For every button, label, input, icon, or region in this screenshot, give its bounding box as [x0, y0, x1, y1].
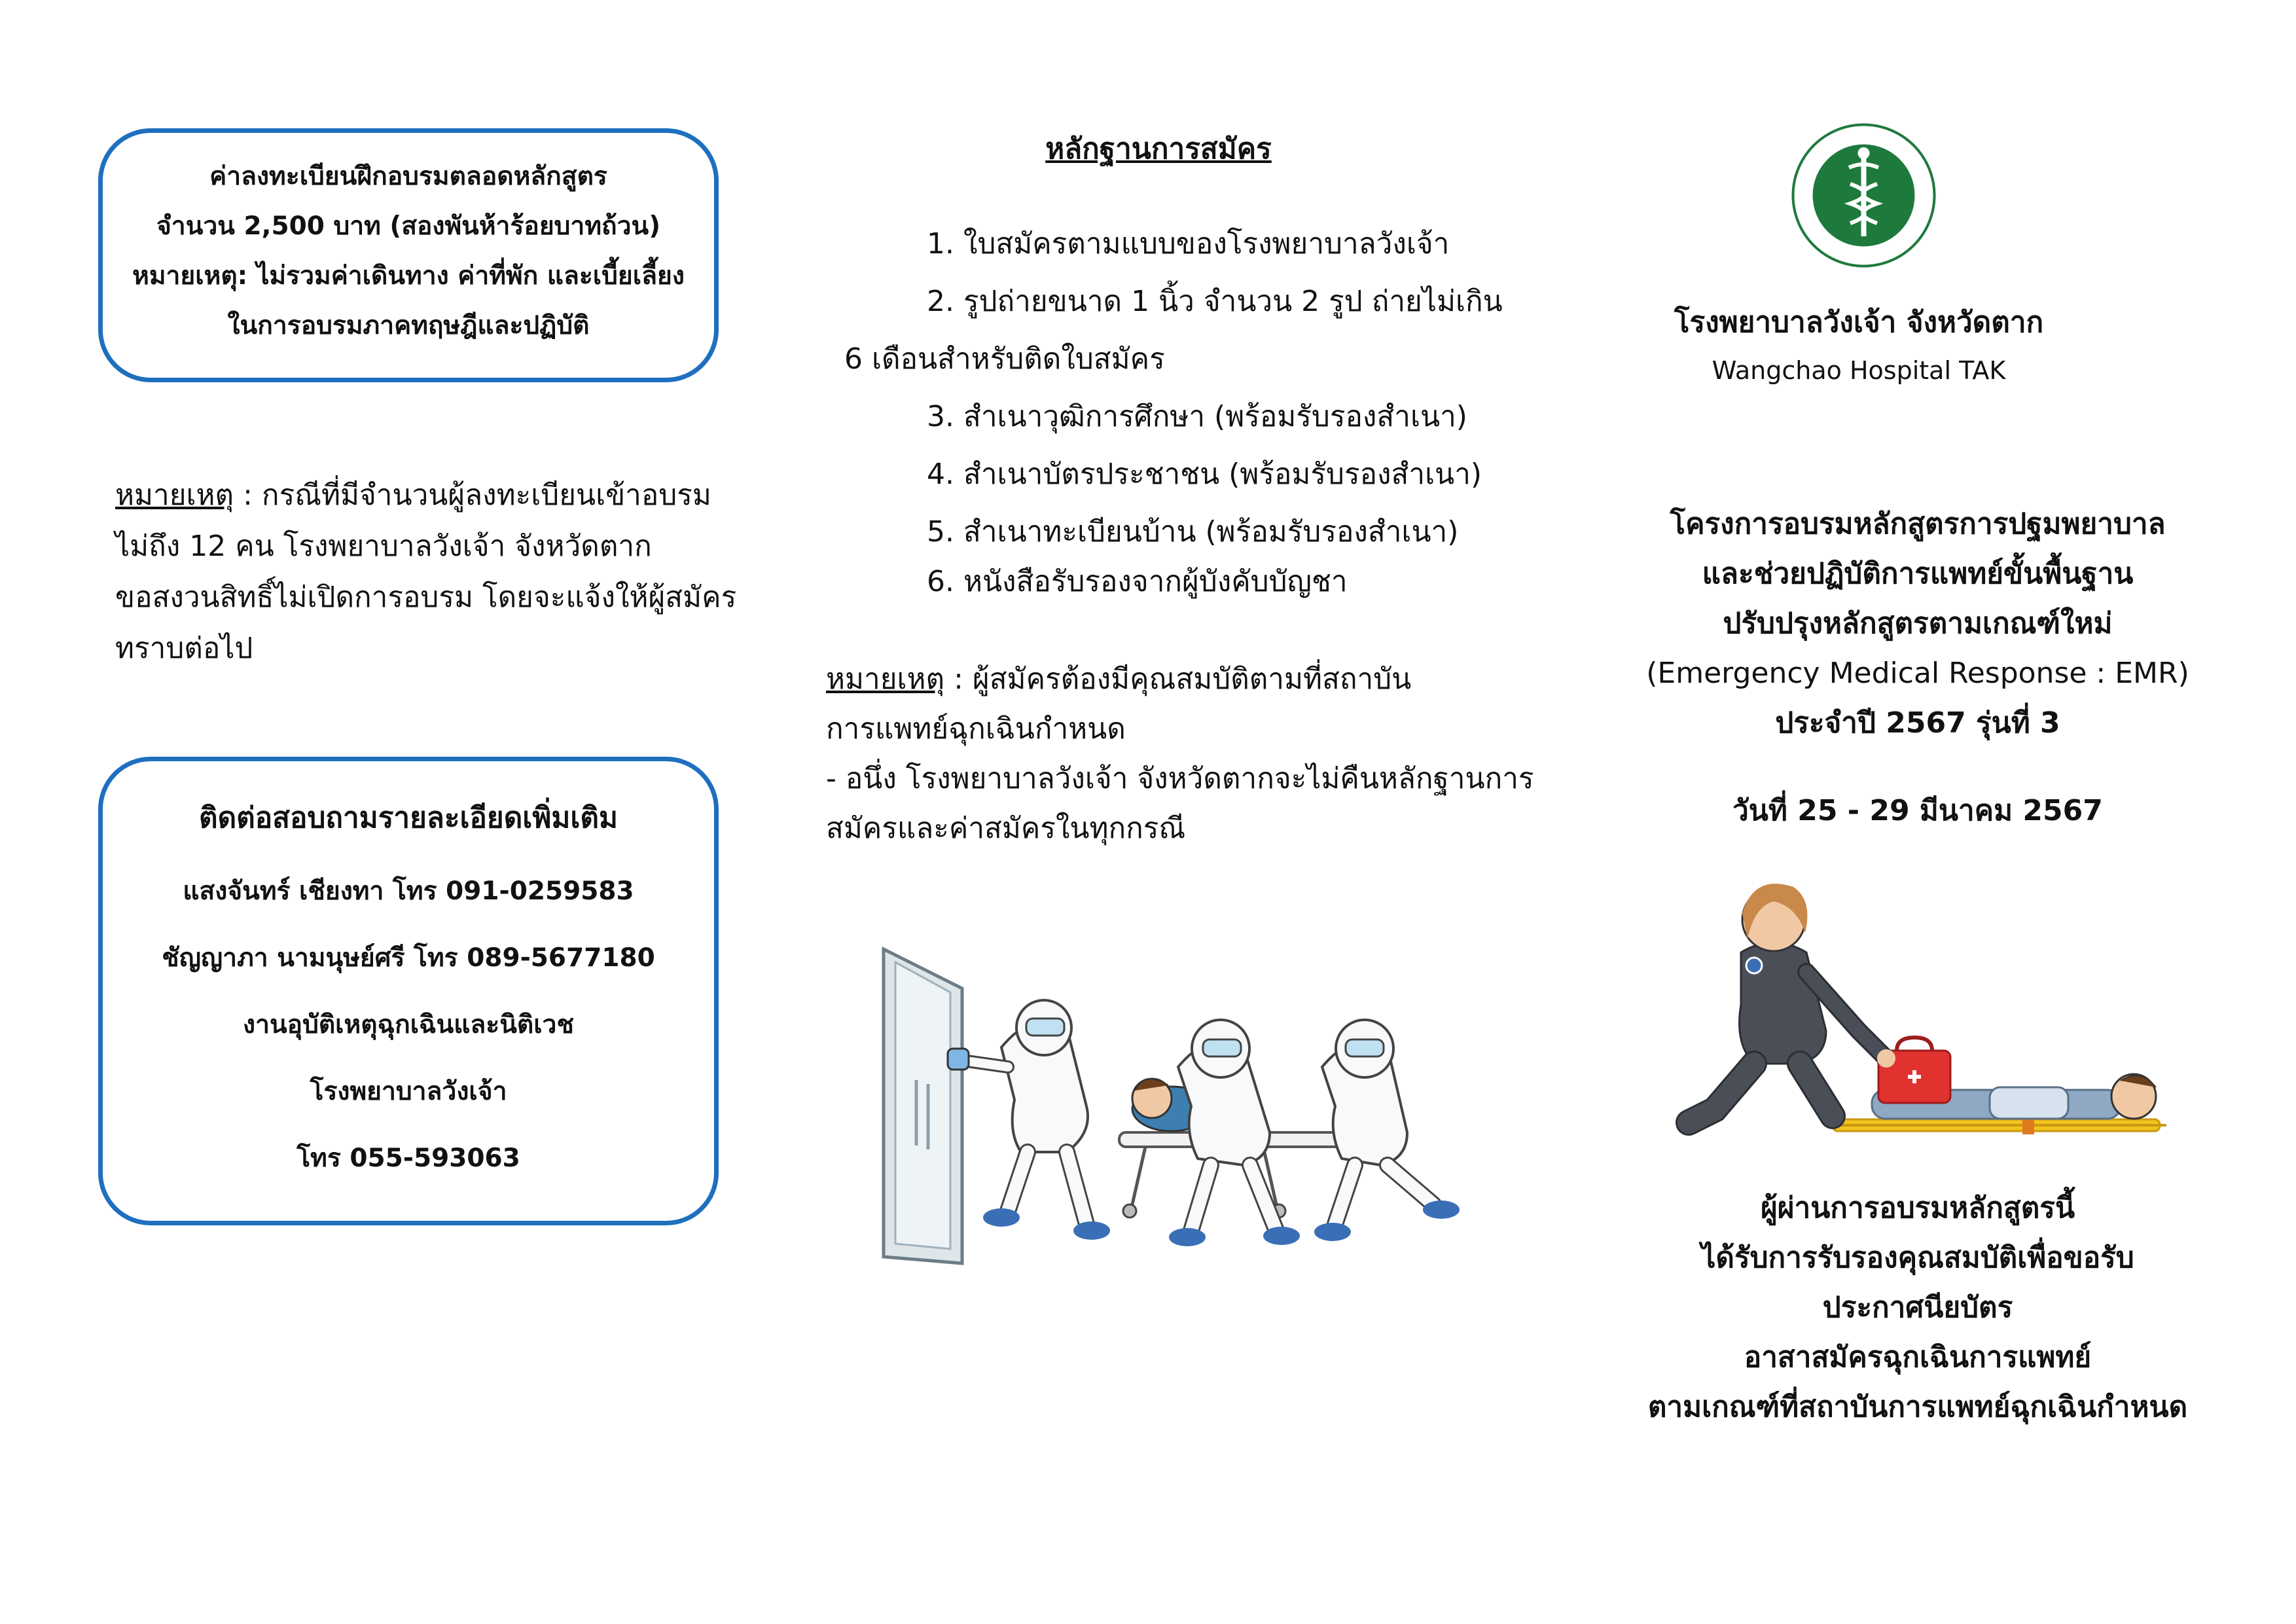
- first-aid-bag: [1878, 1038, 1950, 1103]
- contact-person-1: แสงจันทร์ เชียงทา โทร 091-0259583: [183, 876, 634, 906]
- yellow-stretcher: [1826, 1117, 2166, 1134]
- course-title-line: (Emergency Medical Response : EMR): [1646, 657, 2189, 690]
- note-line: ขอสงวนสิทธิ์ไม่เปิดการอบรม โดยจะแจ้งให้ผู้สมัคร: [115, 581, 737, 614]
- glass-door: [884, 949, 962, 1263]
- course-title: [1571, 499, 2265, 836]
- doc-item: 4. สำเนาบัตรประชาชน (พร้อมรับรองสำเนา): [927, 458, 1482, 491]
- note-line: ไม่ถึง 12 คน โรงพยาบาลวังเจ้า จังหวัดตาก: [115, 530, 652, 563]
- responder-illustration: [1662, 861, 2179, 1149]
- certification-line: ผู้ผ่านการอบรมหลักสูตรนี้: [1760, 1191, 2075, 1225]
- doc-item-continued: 6 เดือนสำหรับติดใบสมัคร: [844, 342, 1165, 376]
- contact-box-text: [105, 799, 712, 1204]
- certification-line: ได้รับการรับรองคุณสมบัติเพื่อขอรับ: [1701, 1241, 2134, 1274]
- certification-line: อาสาสมัครฉุกเฉินการแพทย์: [1744, 1341, 2092, 1374]
- note-min-participants: [115, 470, 737, 674]
- fee-box-text: [105, 152, 712, 351]
- doc-item: 5. สำเนาทะเบียนบ้าน (พร้อมรับรองสำเนา): [927, 515, 1459, 549]
- responder-figure: [1689, 884, 1895, 1123]
- note-label: หมายเหตุ: [826, 662, 945, 696]
- note-line: สมัครและค่าสมัครในทุกกรณี: [826, 812, 1186, 845]
- contact-phone: โทร 055-593063: [296, 1144, 520, 1173]
- fee-amount: จำนวน 2,500 บาท (สองพันห้าร้อยบาทถ้วน): [156, 211, 661, 241]
- doc-item: 2. รูปถ่ายขนาด 1 นิ้ว จำนวน 2 รูป ถ่ายไม่เกิน: [927, 285, 1503, 318]
- medic-figure: [1314, 1020, 1460, 1241]
- course-title-line: และช่วยปฏิบัติการแพทย์ขั้นพื้นฐาน: [1702, 557, 2134, 590]
- note-line: การแพทย์ฉุกเฉินกำหนด: [826, 712, 1126, 746]
- doc-item: 3. สำเนาวุฒิการศึกษา (พร้อมรับรองสำเนา): [927, 400, 1467, 433]
- fee-title: ค่าลงทะเบียนฝึกอบรมตลอดหลักสูตร: [209, 162, 607, 191]
- documents-list: [844, 216, 1503, 611]
- contact-person-2: ชัญญาภา นามนุษย์ศรี โทร 089-5677180: [162, 943, 655, 973]
- documents-title: หลักฐานการสมัคร: [1045, 132, 1272, 166]
- note-label: หมายเหตุ: [115, 478, 234, 512]
- hospital-name-en: Wangchao Hospital TAK: [1712, 356, 2006, 385]
- note-line: ทราบต่อไป: [115, 632, 253, 665]
- note-documents: [826, 655, 1546, 854]
- contact-hospital: โรงพยาบาลวังเจ้า: [310, 1077, 507, 1106]
- course-title-line: โครงการอบรมหลักสูตรการปฐมพยาบาล: [1670, 507, 2166, 541]
- note-line: - อนึ่ง โรงพยาบาลวังเจ้า จังหวัดตากจะไม่คืนหลักฐานการ: [826, 762, 1534, 795]
- doc-item: 1. ใบสมัครตามแบบของโรงพยาบาลวังเจ้า: [927, 227, 1450, 261]
- note-text: : กรณีที่มีจำนวนผู้ลงทะเบียนเข้าอบรม: [234, 478, 711, 512]
- note-text: : ผู้สมัครต้องมีคุณสมบัติตามที่สถาบัน: [944, 662, 1412, 696]
- contact-title: ติดต่อสอบถามรายละเอียดเพิ่มเติม: [199, 801, 618, 835]
- certification-line: ประกาศนียบัตร: [1822, 1291, 2013, 1324]
- fee-note-2: ในการอบรมภาคทฤษฎีและปฏิบัติ: [227, 311, 590, 340]
- course-title-line: ปรับปรุงหลักสูตรตามเกณฑ์ใหม่: [1723, 607, 2113, 640]
- hospital-name-th: โรงพยาบาลวังเจ้า จังหวัดตาก: [1674, 306, 2044, 339]
- contact-department: งานอุบัติเหตุฉุกเฉินและนิติเวช: [243, 1010, 574, 1039]
- doc-item: 6. หนังสือรับรองจากผู้บังคับบัญชา: [927, 565, 1348, 598]
- course-title-line: ประจำปี 2567 รุ่นที่ 3: [1775, 706, 2060, 740]
- certification-line: ตามเกณฑ์ที่สถาบันการแพทย์ฉุกเฉินกำหนด: [1647, 1390, 2188, 1424]
- fee-note: หมายเหตุ: ไม่รวมค่าเดินทาง ค่าที่พัก และเบี้ยเลี้ยง: [132, 261, 685, 291]
- medics-stretcher-illustration: [870, 936, 1486, 1276]
- course-date: วันที่ 25 - 29 มีนาคม 2567: [1732, 794, 2103, 827]
- hospital-logo: [1790, 122, 1937, 269]
- medic-figure: [948, 1000, 1110, 1240]
- hospital-name: [1623, 295, 2094, 390]
- certification-text: [1571, 1183, 2265, 1432]
